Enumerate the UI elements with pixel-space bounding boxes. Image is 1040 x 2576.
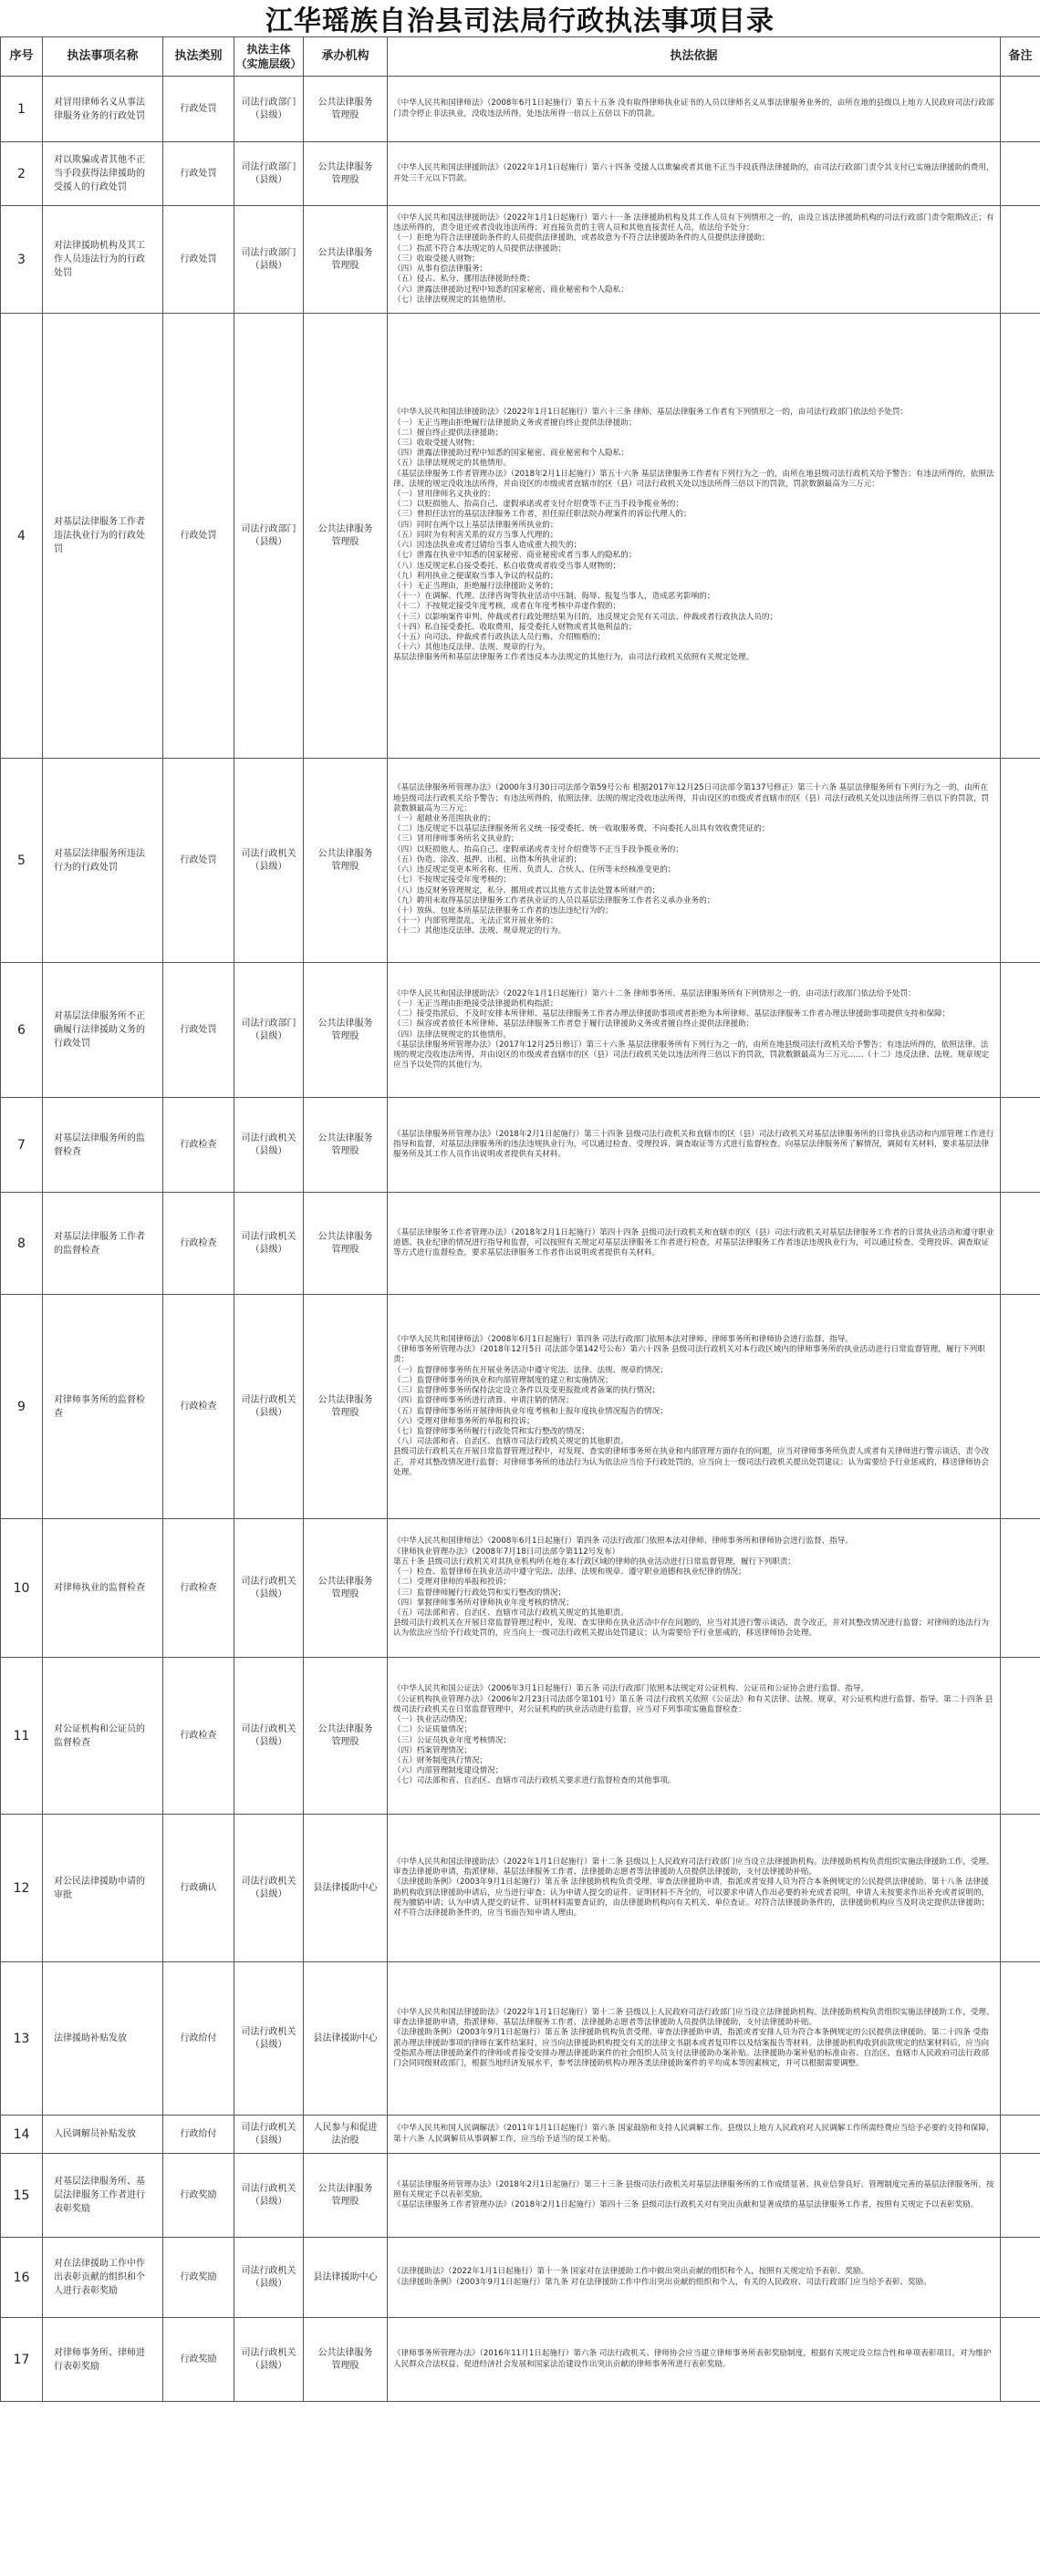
cell-item-name: 对公证机构和公证员的监督检查 [43,1658,163,1815]
cell-item-name: 对冒用律师名义从事法律服务业务的行政处罚 [43,77,163,142]
table-row [1,314,1040,759]
enforcement-table [0,36,1040,2402]
cell-seq: 6 [1,963,43,1098]
cell-seq: 12 [1,1815,43,1962]
cell-item-name: 对公民法律援助申请的审批 [43,1815,163,1962]
cell-note [1001,1962,1040,2116]
table-row [1,963,1040,1098]
cell-subject: 司法行政部门 （县级） [234,314,304,759]
table-row [1,1962,1040,2116]
header-seq: 序号 [1,37,43,77]
cell-dept: 县法律援助中心 [304,1815,388,1962]
cell-subject: 司法行政机关 （县级） [234,1098,304,1193]
cell-subject: 司法行政部门 （县级） [234,206,304,314]
cell-item-name: 对以欺骗或者其他不正当手段获得法律援助的受援人的行政处罚 [43,142,163,206]
table-row [1,759,1040,963]
cell-dept: 公共法律服务 管理股 [304,963,388,1098]
header-name: 执法事项名称 [43,37,163,77]
cell-basis: 《基层法律服务所管理办法》（2000年3月30日司法部令第59号公布 根据2017年12月25日司法部令第137号修正）第三十六条 基层法律服务所有下列行为之一的，由所在地县级司法行政机关给予警告；有违法所得的，依照法律、法规的规定没收违法所得，并由设区的市级或者直辖市的区（县）司法行政机关处以违法所得三倍以下的罚款，罚款数额最高为三万元： （一）超越业务范围执业的； （二）违反规定不以基层法律服务所名义统一接受委托、统一收取服务费，不向委托人出具有效收费凭证的； （三）冒用律师事务所名义执业的； （四）以贬损他人、抬高自己、虚假承诺或者支付介绍费等不正当手段争揽业务的； （五）伪造、涂改、抵押、出租、出借本所执业证的； （六）违反规定变更本所名称、住所、负责人、合伙人、住所等未经核准变更的； （七）不按规定接受年度考核的； （八）违反财务管理规定，私分、挪用或者以其他方式非法处置本所财产的； （九）聘用未取得基层法律服务工作者执业证的人员以基层法律服务工作者名义承办业务的； （十）放纵、包庇本所基层法律服务工作者的违法违纪行为的； （十一）内部管理混乱，无法正常开展业务的； （十二）其他违反法律、法规、规章规定的行为。 [388,759,1001,963]
table-row [1,77,1040,142]
cell-subject: 司法行政部门 （县级） [234,142,304,206]
cell-basis: 《基层法律服务所管理办法》（2018年2月1日起施行）第三十三条 县级司法行政机关对基层法律服务所的工作成绩显著、执业信誉良好、管理制度完善的基层法律服务所，按照有关规定予以表彰奖励。 《基层法律服务工作者管理办法》（2018年2月1日起施行）第四十三条 县级司法行政机关对有突出贡献和显著成绩的基层法律服务工作者，按照有关规定予以表彰奖励。 [388,2154,1001,2238]
table-row [1,1098,1040,1193]
cell-note [1001,759,1040,963]
table-row [1,1519,1040,1658]
header-note: 备注 [1001,37,1040,77]
cell-note [1001,1098,1040,1193]
cell-note [1001,1658,1040,1815]
cell-category: 行政检查 [163,1295,234,1519]
cell-note [1001,77,1040,142]
cell-dept: 公共法律服务 管理股 [304,314,388,759]
cell-seq: 4 [1,314,43,759]
cell-subject: 司法行政机关 （县级） [234,1295,304,1519]
cell-category: 行政处罚 [163,142,234,206]
cell-subject: 司法行政机关 （县级） [234,1815,304,1962]
cell-seq: 17 [1,2318,43,2402]
cell-subject: 司法行政机关 （县级） [234,1193,304,1295]
cell-subject: 司法行政机关 （县级） [234,1519,304,1658]
cell-item-name: 对在法律援助工作中作出表彰贡献的组织和个人进行表彰奖励 [43,2238,163,2318]
cell-category: 行政确认 [163,1815,234,1962]
cell-seq: 2 [1,142,43,206]
cell-category: 行政检查 [163,1658,234,1815]
cell-subject: 司法行政部门 （县级） [234,963,304,1098]
cell-item-name: 对基层法律服务所的监督检查 [43,1098,163,1193]
table-row [1,2318,1040,2402]
cell-subject: 司法行政机关 （县级） [234,1658,304,1815]
cell-item-name: 对基层法律服务所、基层法律服务工作者进行表彰奖励 [43,2154,163,2238]
cell-seq: 11 [1,1658,43,1815]
cell-basis: 《中华人民共和国法律援助法》（2022年1月1日起施行）第六十三条 律师、基层法律服务工作者有下列情形之一的，由司法行政部门依法给予处罚： （一）无正当理由拒绝履行法律援助义务或者擅自终止提供法律援助； （二）擅自终止提供法律援助； （三）收取受援人财物； （四）泄露法律援助过程中知悉的国家秘密、商业秘密和个人隐私； （五）法律法规规定的其他情形。 《基层法律服务工作者管理办法》（2018年2月1日起施行）第五十六条 基层法律服务工作者有下列行为之一的，由所在地县级司法行政机关给予警告；有违法所得的，依照法律、法规的规定没收违法所得，并由设区的市级或者直辖市的区（县）司法行政机关处以违法所得三倍以下的罚款，罚款数额最高为三万元： （一）冒用律师名义执业的； （二）以贬损他人、抬高自己、虚假承诺或者支付介绍费等不正当手段争揽业务的； （三）曾担任法官的基层法律服务工作者，担任原任职法院办理案件的诉讼代理人的； （四）同时在两个以上基层法律服务所执业的； （五）同时为有利害关系的双方当事人代理的； （六）因违法执业或者过错给当事人造成重大损失的； （七）泄露在执业中知悉的国家秘密、商业秘密或者当事人的隐私的； （八）违反规定私自接受委托、私自收费或者收受当事人财物的； （九）利用执业之便谋取当事人争议的权益的； （十）无正当理由，拒绝履行法律援助义务的； （十一）在调解、代理、法律咨询等执业活动中压制、侮辱、报复当事人，造成恶劣影响的； （十二）不按规定接受年度考核，或者在年度考核中弄虚作假的； （十三）以影响案件审判、仲裁或者行政处理结果为目的，违反规定会见有关司法、仲裁或者行政执法人员的； （十四）私自接受委托、收取费用，接受委托人财物或者其他利益的； （十五）向司法、仲裁或者行政执法人员行贿、介绍贿赂的； （十六）其他违反法律、法规、规章的行为。 基层法律服务所和基层法律服务工作者违反本办法规定的其他行为，由司法行政机关依照有关规定处理。 [388,314,1001,759]
table-row [1,1193,1040,1295]
page-title: 江华瑶族自治县司法局行政执法事项目录 [265,5,775,37]
cell-category: 行政奖励 [163,2318,234,2402]
table-row [1,1658,1040,1815]
cell-seq: 1 [1,77,43,142]
cell-subject: 司法行政机关 （县级） [234,2116,304,2154]
cell-seq: 9 [1,1295,43,1519]
table-row [1,142,1040,206]
table-row [1,1295,1040,1519]
cell-subject: 司法行政机关 （县级） [234,2318,304,2402]
header-subject: 执法主体 （实施层级） [234,37,304,77]
cell-subject: 司法行政机关 （县级） [234,2154,304,2238]
cell-seq: 3 [1,206,43,314]
cell-seq: 13 [1,1962,43,2116]
cell-category: 行政检查 [163,1193,234,1295]
cell-category: 行政检查 [163,1519,234,1658]
table-row [1,2116,1040,2154]
table-row [1,206,1040,314]
cell-note [1001,1815,1040,1962]
cell-basis: 《中华人民共和国律师法》（2008年6月1日起施行）第四条 司法行政部门依照本法对律师、律师事务所和律师协会进行监督、指导。 《律师事务所管理办法》（2018年12月5日 司法部令第142号公布）第六十四条 县级司法行政机关对本行政区域内的律师事务所的执业活动进行日常监督管理，履行下列职责： （一）监督律师事务所在开展业务活动中遵守宪法、法律、法规、规章的情况； （二）监督律师事务所执业和内部管理制度的建立和实施情况； （三）监督律师事务所保持法定设立条件以及变更报批或者备案的执行情况； （四）监督律师事务所进行清算、申请注销的情况； （五）监督律师事务所开展律师执业年度考核和上报年度执业情况报告的情况； （六）受理对律师事务所的举报和投诉； （七）监督律师事务所履行行政处罚和实行整改的情况； （八）司法部和省、自治区、直辖市司法行政机关规定的其他职责。 县级司法行政机关在开展日常监督管理过程中，对发现、查实的律师事务所在执业和内部管理方面存在的问题，应当对律师事务所负责人或者有关律师进行警示谈话，责令改正，并对其整改情况进行监督；对律师事务所的违法行为认为依法应当给予行政处罚的，应当向上一级司法行政机关提出处罚建议；认为需要给予行业惩戒的，移送律师协会处理。 [388,1295,1001,1519]
cell-note [1001,2154,1040,2238]
cell-note [1001,2238,1040,2318]
cell-category: 行政给付 [163,1962,234,2116]
cell-seq: 5 [1,759,43,963]
cell-item-name: 对基层法律服务工作者的监督检查 [43,1193,163,1295]
cell-seq: 7 [1,1098,43,1193]
cell-basis: 《中华人民共和国法律援助法》（2022年1月1日起施行）第十二条 县级以上人民政府司法行政部门应当设立法律援助机构。法律援助机构负责组织实施法律援助工作，受理、审查法律援助申请，指派律师、基层法律服务工作者、法律援助志愿者等法律援助人员提供法律援助，支付法律援助补贴。 《法律援助条例》（2003年9月1日起施行）第五条 法律援助机构负责受理、审查法律援助申请，指派或者安排人员为符合本条例规定的公民提供法律援助。第二十四条 受指派办理法律援助事项的律师在案件结案时，应当向法律援助机构提交有关的法律文书副本或者复印件以及结案报告等材料。法律援助机构收到前款规定的结案材料后，应当向受指派办理法律援助案件的律师或者接受安排办理法律援助案件的社会组织人员支付法律援助办案补贴。法律援助办案补贴的标准由省、自治区、直辖市人民政府司法行政部门会同同级财政部门，根据当地经济发展水平，参考法律援助机构办理各类法律援助案件的平均成本等因素核定，并可以根据需要调整。 [388,1962,1001,2116]
cell-dept: 公共法律服务 管理股 [304,1295,388,1519]
cell-basis: 《中华人民共和国法律援助法》（2022年1月1日起施行）第六十二条 律师事务所、基层法律服务所有下列情形之一的，由司法行政部门依法给予处罚： （一）无正当理由拒绝接受法律援助机构指派； （二）接受指派后，不及时安排本所律师、基层法律服务工作者办理法律援助事项或者拒绝为本所律师、基层法律服务工作者办理法律援助事项提供支持和保障； （三）纵容或者放任本所律师、基层法律服务工作者怠于履行法律援助义务或者擅自终止提供法律援助； （四）法律法规规定的其他情形。 《基层法律服务所管理办法》（2017年12月25日修订）第三十六条 基层法律服务所有下列行为之一的，由所在地县级司法行政机关给予警告；有违法所得的，依照法律、法规的规定没收违法所得，并由设区的市级或者直辖市的区（县）司法行政机关处以违法所得三倍以下的罚款，罚款数额最高为三万元……（十二）违反法律、法规、规章规定应当予以处罚的其他行为。 [388,963,1001,1098]
cell-basis: 《基层法律服务工作者管理办法》（2018年2月1日起施行）第四十四条 县级司法行政机关和直辖市的区（县）司法行政机关对基层法律服务工作者的日常执业活动和遵守职业道德、执业纪律的情况进行指导和监督，可以按照有关规定对基层法律服务工作者进行检查，对基层法律服务工作者违法违规执业行为，可以通过检查、受理投诉、调查取证等方式进行监督检查，要求基层法律服务工作者作出说明或者提供有关材料。 [388,1193,1001,1295]
cell-item-name: 对律师执业的监督检查 [43,1519,163,1658]
cell-note [1001,2116,1040,2154]
cell-category: 行政处罚 [163,77,234,142]
cell-basis: 《法律援助法》（2022年1月1日起施行）第十一条 国家对在法律援助工作中做出突出贡献的组织和个人，按照有关规定给予表彰、奖励。 《法律援助条例》（2003年9月1日起施行）第九条 对在法律援助工作中作出突出贡献的组织和个人，有关的人民政府、司法行政部门应当给予表彰、奖励。 [388,2238,1001,2318]
cell-category: 行政处罚 [163,206,234,314]
cell-item-name: 法律援助补贴发放 [43,1962,163,2116]
cell-basis: 《中华人民共和国律师法》（2008年6月1日起施行）第四条 司法行政部门依照本法对律师、律师事务所和律师协会进行监督、指导。 《律师执业管理办法》（2008年7月18日司法部令第112号发布） 第五十条 县级司法行政机关对其执业机构所在地在本行政区域的律师的执业活动进行日常监督管理，履行下列职责： （一）检查、监督律师在执业活动中遵守宪法、法律、法规和规章、遵守职业道德和执业纪律的情况； （二）受理对律师的举报和投诉； （三）监督律师履行行政处罚和实行整改的情况； （四）掌握律师事务所对律师执业年度考核的情况； （五）司法部和省、自治区、直辖市司法行政机关规定的其他职责。 县级司法行政机关在开展日常监督管理过程中，发现、查实律师在执业活动中存在问题的，应当对其进行警示谈话，责令改正，并对其整改情况进行监督；对律师的违法行为认为依法应当给予行政处罚的，应当向上一级司法行政机关提出处罚建议；认为需要给予行业惩戒的，移送律师协会处理。 [388,1519,1001,1658]
table-row [1,2154,1040,2238]
cell-dept: 公共法律服务 管理股 [304,1098,388,1193]
cell-subject: 司法行政机关 （县级） [234,1962,304,2116]
header-dept: 承办机构 [304,37,388,77]
cell-dept: 公共法律服务 管理股 [304,759,388,963]
cell-dept: 公共法律服务 管理股 [304,1658,388,1815]
cell-dept: 公共法律服务 管理股 [304,1193,388,1295]
cell-category: 行政给付 [163,2116,234,2154]
table-header-row [1,37,1040,77]
cell-basis: 《中华人民共和国人民调解法》（2011年1月1日起施行）第六条 国家鼓励和支持人民调解工作。县级以上地方人民政府对人民调解工作所需经费应当给予必要的支持和保障，第十六条 人民调解员从事调解工作，应当给予适当的误工补贴。 [388,2116,1001,2154]
cell-category: 行政检查 [163,1098,234,1193]
cell-note [1001,1193,1040,1295]
cell-dept: 县法律援助中心 [304,2238,388,2318]
cell-category: 行政处罚 [163,759,234,963]
cell-category: 行政奖励 [163,2154,234,2238]
cell-subject: 司法行政部门 （县级） [234,77,304,142]
cell-note [1001,1295,1040,1519]
header-basis: 执法依据 [388,37,1001,77]
cell-dept: 人民参与和促进 法治股 [304,2116,388,2154]
cell-note [1001,2318,1040,2402]
cell-dept: 公共法律服务 管理股 [304,2154,388,2238]
cell-seq: 15 [1,2154,43,2238]
cell-basis: 《中华人民共和国公证法》（2006年3月1日起施行）第五条 司法行政部门依照本法规定对公证机构、公证员和公证协会进行监督、指导。 《公证机构执业管理办法》（2006年2月23日司法部令第101号）第五条 司法行政机关依照《公证法》和有关法律、法规、规章，对公证机构进行监督、指导。第二十四条 县级司法行政机关在日常监督管理中，对公证机构的执业活动进行监督，应当对下列事项实施监督检查： （一）执业活动情况； （二）公证质量情况； （三）公证员执业年度考核情况； （四）档案管理情况； （五）财务制度执行情况； （六）内部管理制度建设情况； （七）司法部和省、自治区、直辖市司法行政机关要求进行监督检查的其他事项。 [388,1658,1001,1815]
cell-item-name: 对基层法律服务所不正确履行法律援助义务的行政处罚 [43,963,163,1098]
cell-category: 行政处罚 [163,314,234,759]
cell-subject: 司法行政机关 （县级） [234,2238,304,2318]
cell-dept: 公共法律服务 管理股 [304,206,388,314]
cell-seq: 16 [1,2238,43,2318]
cell-item-name: 对律师事务所、律师进行表彰奖励 [43,2318,163,2402]
cell-dept: 公共法律服务 管理股 [304,77,388,142]
cell-item-name: 人民调解员补贴发放 [43,2116,163,2154]
cell-seq: 10 [1,1519,43,1658]
cell-dept: 公共法律服务 管理股 [304,1519,388,1658]
cell-basis: 《中华人民共和国律师法》（2008年6月1日起施行）第五十五条 没有取得律师执业证书的人员以律师名义从事法律服务业务的，由所在地的县级以上地方人民政府司法行政部门责令停止非法执业，没收违法所得，处违法所得一倍以上五倍以下的罚款。 [388,77,1001,142]
cell-item-name: 对律师事务所的监督检查 [43,1295,163,1519]
cell-basis: 《中华人民共和国法律援助法》（2022年1月1日起施行）第六十一条 法律援助机构及其工作人员有下列情形之一的，由设立该法律援助机构的司法行政部门责令限期改正；有违法所得的，责令退还或者没收违法所得；对直接负责的主管人员和其他直接责任人员，依法给予处分： （一）拒绝为符合法律援助条件的人员提供法律援助，或者故意为不符合法律援助条件的人员提供法律援助； （二）指派不符合本法规定的人员提供法律援助； （三）收取受援人财物； （四）从事有偿法律服务； （五）侵占、私分、挪用法律援助经费； （六）泄露法律援助过程中知悉的国家秘密、商业秘密和个人隐私； （七）法律法规规定的其他情形。 [388,206,1001,314]
cell-category: 行政处罚 [163,963,234,1098]
cell-seq: 8 [1,1193,43,1295]
cell-dept: 县法律援助中心 [304,1962,388,2116]
cell-item-name: 对基层法律服务所违法行为的行政处罚 [43,759,163,963]
cell-note [1001,314,1040,759]
cell-seq: 14 [1,2116,43,2154]
table-row [1,2238,1040,2318]
cell-item-name: 对法律援助机构及其工作人员违法行为的行政处罚 [43,206,163,314]
cell-note [1001,963,1040,1098]
cell-basis: 《基层法律服务所管理办法》（2018年2月1日起施行）第三十四条 县级司法行政机关和直辖市的区（县）司法行政机关对基层法律服务所的日常执业活动和内部管理工作进行指导和监督，对基层法律服务所的违法违规执业行为，可以通过检查、受理投诉、调查取证等方式进行监督检查。向基层法律服务所了解情况，调阅有关材料，要求基层法律服务所及其工作人员作出说明或者提供有关材料。 [388,1098,1001,1193]
cell-dept: 公共法律服务 管理股 [304,2318,388,2402]
cell-dept: 公共法律服务 管理股 [304,142,388,206]
cell-subject: 司法行政机关 （县级） [234,759,304,963]
cell-note [1001,142,1040,206]
cell-basis: 《中华人民共和国法律援助法》（2022年1月1日起施行）第六十四条 受援人以欺骗或者其他不正当手段获得法律援助的，由司法行政部门责令其支付已实施法律援助的费用，并处三千元以下罚款。 [388,142,1001,206]
header-category: 执法类别 [163,37,234,77]
cell-note [1001,206,1040,314]
cell-note [1001,1519,1040,1658]
table-row [1,1815,1040,1962]
cell-basis: 《律师事务所管理办法》（2016年11月1日起施行）第六条 司法行政机关、律师协会应当建立律师事务所表彰奖励制度，根据有关规定设立综合性和单项表彰项目，对为维护人民群众合法权益、促进经济社会发展和国家法治建设作出突出贡献的律师事务所进行表彰奖励。 [388,2318,1001,2402]
cell-category: 行政奖励 [163,2238,234,2318]
cell-item-name: 对基层法律服务工作者违法执业行为的行政处罚 [43,314,163,759]
cell-basis: 《中华人民共和国法律援助法》（2022年1月1日起施行）第十二条 县级以上人民政府司法行政部门应当设立法律援助机构。法律援助机构负责组织实施法律援助工作，受理、审查法律援助申请，指派律师、基层法律服务工作者、法律援助志愿者等法律援助人员提供法律援助，支付法律援助补贴。 《法律援助条例》（2003年9月1日起施行）第五条 法律援助机构负责受理、审查法律援助申请，指派或者安排人员为符合本条例规定的公民提供法律援助。第十八条 法律援助机构收到法律援助申请后，应当进行审查；认为申请人提交的证件、证明材料不齐全的，可以要求申请人作出必要的补充或者说明，申请人未按要求作出补充或者说明的，视为撤销申请；认为申请人提交的证件、证明材料需要查证的，由法律援助机构向有关机关、单位查证。对符合法律援助条件的，法律援助机构应当及时决定提供法律援助；对不符合法律援助条件的，应当书面告知申请人理由。 [388,1815,1001,1962]
